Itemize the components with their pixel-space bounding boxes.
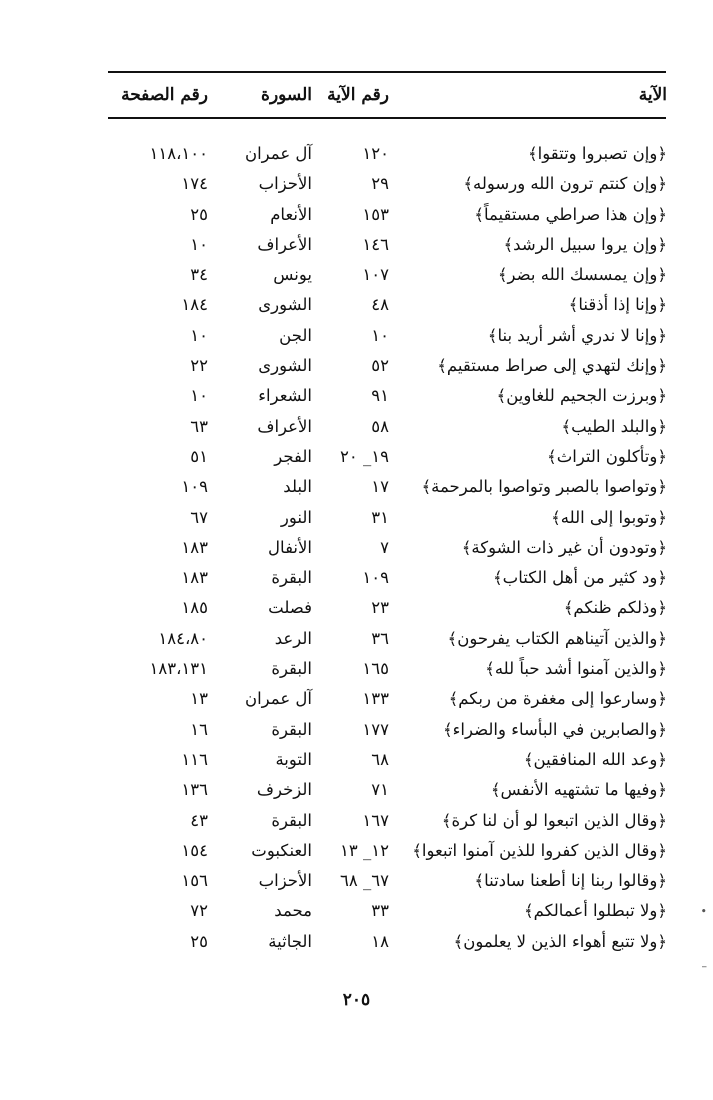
ayah-cell: ﴿وإن يروا سبيل الرشد﴾ [503,234,667,254]
table-row [0,321,713,351]
ayah-cell: ﴿وقال الذين كفروا للذين آمنوا اتبعوا﴾ [412,840,667,860]
ayah-number-cell: ٣١ [371,507,389,527]
surah-cell: فصلت [268,598,312,618]
surah-cell: النور [280,507,312,527]
ayah-number-cell: ٧ [380,537,389,557]
ayah-number-cell: ١٢٠ [362,144,389,163]
ayah-number-cell: ٥٢ [371,356,389,376]
ayah-number-cell: ٣٦ [371,628,389,648]
ayah-number-cell: ١٠ [371,325,389,345]
table-row [0,260,713,290]
page-number-cell: ١١٦ [181,749,208,769]
surah-cell: التوبة [275,749,312,769]
table-row [0,533,713,563]
ayah-cell: ﴿وبرزت الجحيم للغاوين﴾ [496,386,667,406]
page-number-cell: ١٨٣،١٣١ [149,659,208,679]
table-row [0,381,713,411]
surah-cell: آل عمران [244,144,312,163]
page-number-cell: ١٣٦ [181,780,208,800]
page-number-cell: ١٠ [190,325,208,345]
table-row [0,351,713,381]
header-surah: السورة [261,85,312,105]
table-row [0,896,713,926]
table-row [0,806,713,836]
surah-cell: البقرة [271,568,312,588]
surah-cell: الجن [279,325,312,345]
page-number-cell: ٦٧ [190,507,208,527]
surah-cell: محمد [274,901,312,921]
ayah-cell: ﴿وتودون أن غير ذات الشوكة﴾ [461,537,667,557]
ayah-cell: ﴿وتأكلون التراث﴾ [547,446,667,466]
surah-cell: البلد [283,477,312,497]
ayah-cell: ﴿وإنا إذا أذقنا﴾ [568,295,667,315]
ayah-number-cell: ١٠٧ [362,265,389,285]
surah-cell: الأحزاب [258,871,312,891]
header-page-number: رقم الصفحة [121,85,208,105]
ayah-number-cell: ١٨ [371,931,389,951]
page-number-cell: ١٥٦ [181,871,208,891]
ayah-number-cell: ١٤٦ [362,234,389,254]
ayah-cell: ﴿وإنك لتهدي إلى صراط مستقيم﴾ [437,356,667,376]
ayah-cell: ﴿وإن يمسسك الله بضر﴾ [497,265,667,285]
table-row [0,442,713,472]
table-row [0,200,713,230]
margin-mark: – [701,960,707,973]
index-table-body [0,139,713,957]
page-number-cell: ٣٤ [190,265,208,285]
page-number-cell: ١٨٤ [181,295,208,315]
table-row [0,472,713,502]
ayah-number-cell: ٧١ [371,780,389,800]
page-number-cell: ١٧٤ [181,174,208,194]
ayah-number-cell: ١٦٧ [362,810,389,830]
table-row [0,866,713,896]
ayah-number-cell: ١٧ [371,477,389,497]
ayah-cell: ﴿ولا تتبع أهواء الذين لا يعلمون﴾ [453,931,667,951]
ayah-number-cell: ٤٨ [371,295,389,315]
ayah-number-cell: ١٠٩ [362,568,389,588]
surah-cell: الفجر [274,446,312,466]
ayah-cell: ﴿وإن تصبروا وتتقوا﴾ [527,144,667,163]
surah-cell: الأعراف [257,234,312,254]
page-number-cell: ١٥٤ [181,840,208,860]
page-number-cell: ١٠ [190,386,208,406]
ayah-cell: ﴿والذين آتيناهم الكتاب يفرحون﴾ [447,628,667,648]
ayah-cell: ﴿وقالوا ربنا إنا أطعنا سادتنا﴾ [474,871,667,891]
surah-cell: آل عمران [244,689,312,709]
page-number-cell: ١١٨،١٠٠ [149,144,208,163]
ayah-number-cell: ٩١ [371,386,389,406]
ayah-number-cell: ١٩_ ٢٠ [340,446,389,466]
ayah-cell: ﴿وتواصوا بالصبر وتواصوا بالمرحمة﴾ [421,477,667,497]
table-row [0,715,713,745]
ayah-number-cell: ٢٩ [371,174,389,194]
table-row [0,290,713,320]
page-number-cell: ٧٢ [190,901,208,921]
table-row [0,624,713,654]
header-rule [108,117,666,119]
ayah-cell: ﴿ود كثير من أهل الكتاب﴾ [493,568,667,588]
table-row [0,745,713,775]
ayah-cell: ﴿وعد الله المنافقين﴾ [523,749,667,769]
page-number-cell: ٢٢ [190,356,208,376]
ayah-cell: ﴿والصابرين في البأساء والضراء﴾ [442,719,667,739]
surah-cell: البقرة [271,719,312,739]
surah-cell: الأنعام [270,204,312,224]
surah-cell: الأنفال [268,537,312,557]
table-row [0,139,713,169]
ayah-cell: ﴿ولا تبطلوا أعمالكم﴾ [524,901,667,921]
ayah-number-cell: ١٢_ ١٣ [340,840,389,860]
ayah-cell: ﴿وإن كنتم ترون الله ورسوله﴾ [463,174,667,194]
page-number-cell: ١٨٤،٨٠ [158,628,208,648]
table-row [0,927,713,957]
ayah-number-cell: ١٥٣ [362,204,389,224]
surah-cell: الشورى [258,295,312,315]
ayah-number-cell: ١٧٧ [362,719,389,739]
ayah-cell: ﴿وقال الذين اتبعوا لو أن لنا كرة﴾ [441,810,667,830]
ayah-cell: ﴿وإن هذا صراطي مستقيماً﴾ [474,204,667,224]
table-row [0,775,713,805]
table-row [0,563,713,593]
surah-cell: الزخرف [256,780,312,800]
page-number-cell: ١٠ [190,234,208,254]
surah-cell: الشورى [258,356,312,376]
surah-cell: يونس [273,265,312,285]
ayah-cell: ﴿والذين آمنوا أشد حباً لله﴾ [485,659,667,679]
page-number-cell: ١٨٣ [181,537,208,557]
ayah-cell: ﴿وفيها ما تشتهيه الأنفس﴾ [490,780,667,800]
table-row [0,654,713,684]
ayah-number-cell: ١٣٣ [362,689,389,709]
table-row [0,169,713,199]
header-ayah: الآية [638,85,667,105]
surah-cell: الأحزاب [258,174,312,194]
table-row [0,836,713,866]
surah-cell: الجاثية [268,931,312,951]
page-number-cell: ١٦ [190,719,208,739]
header-ayah-number: رقم الآية [327,85,389,105]
ayah-number-cell: ٥٨ [371,416,389,436]
page-number-cell: ١٨٣ [181,568,208,588]
table-row [0,684,713,714]
ayah-number-cell: ٦٨ [371,749,389,769]
surah-cell: الشعراء [258,386,312,406]
table-row [0,593,713,623]
table-row [0,412,713,442]
page-number-cell: ١٨٥ [181,598,208,618]
margin-mark: • [700,905,707,918]
ayah-cell: ﴿وذلكم ظنكم﴾ [563,598,667,618]
table-row [0,503,713,533]
page-number-cell: ١٣ [190,689,208,709]
ayah-number-cell: ٣٣ [371,901,389,921]
top-rule [108,71,666,73]
surah-cell: البقرة [271,659,312,679]
ayah-cell: ﴿وإنا لا ندري أشر أريد بنا﴾ [487,325,667,345]
surah-cell: الرعد [274,628,312,648]
page-number-cell: ١٠٩ [181,477,208,497]
ayah-cell: ﴿وسارعوا إلى مغفرة من ربكم﴾ [448,689,667,709]
page-number-cell: ٢٥ [190,204,208,224]
table-header [0,80,713,110]
surah-cell: العنكبوت [251,840,312,860]
page-number-cell: ٢٥ [190,931,208,951]
page-number-cell: ٤٣ [190,810,208,830]
surah-cell: البقرة [271,810,312,830]
ayah-cell: ﴿وتوبوا إلى الله﴾ [551,507,667,527]
page-number-cell: ٥١ [190,446,208,466]
ayah-number-cell: ٦٧_ ٦٨ [340,871,389,891]
surah-cell: الأعراف [257,416,312,436]
ayah-number-cell: ١٦٥ [362,659,389,679]
ayah-cell: ﴿والبلد الطيب﴾ [561,416,667,436]
table-row [0,230,713,260]
ayah-number-cell: ٢٣ [371,598,389,618]
page-number-cell: ٦٣ [190,416,208,436]
page-number: ٢٠٥ [342,990,371,1010]
